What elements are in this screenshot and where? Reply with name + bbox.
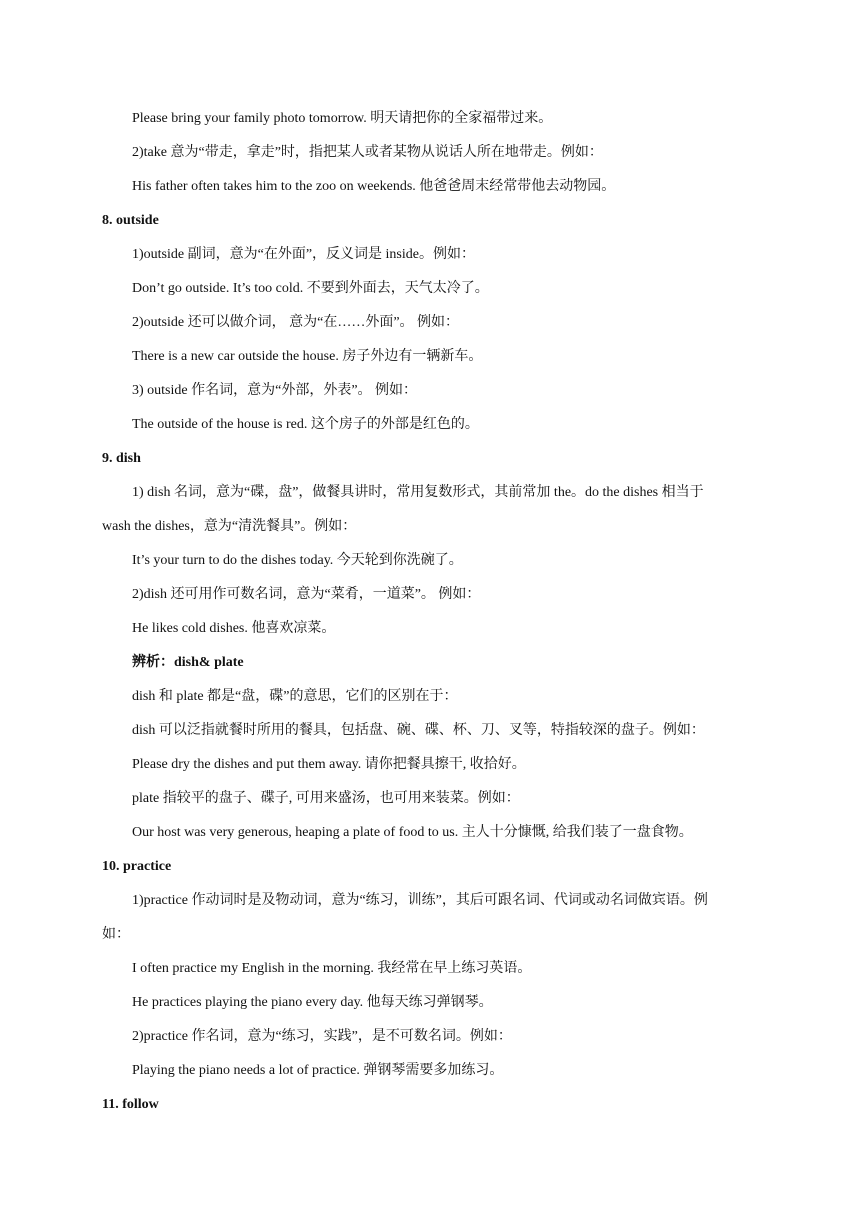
definition-text: 1) dish 名词，意为“碟，盘”，做餐具讲时，常用复数形式，其前常加 the。do the dishes 相当于 (132, 485, 704, 500)
example-sentence: There is a new car outside the house. 房子外边有一辆新车。 (132, 349, 483, 364)
example-sentence: Please dry the dishes and put them away. 请你把餐具擦干, 收拾好。 (132, 757, 526, 772)
example-sentence: Playing the piano needs a lot of practice. 弹钢琴需要多加练习。 (132, 1063, 504, 1078)
example-sentence: He practices playing the piano every day. 他每天练习弹钢琴。 (132, 995, 493, 1010)
definition-text: 2)practice 作名词，意为“练习，实践”，是不可数名词。例如： (132, 1029, 512, 1044)
example-sentence: It’s your turn to do the dishes today. 今天轮到你洗碗了。 (132, 553, 463, 568)
section-heading-outside: 8. outside (102, 213, 159, 228)
section-heading-practice: 10. practice (102, 859, 172, 874)
comparison-heading: 辨析：dish& plate (132, 655, 244, 670)
section-heading-dish: 9. dish (102, 451, 141, 466)
definition-text: 1)practice 作动词时是及物动词，意为“练习，训练”，其后可跟名词、代词或动名词做宾语。例 (132, 893, 708, 908)
definition-text: 2)outside 还可以做介词， 意为“在……外面”。 例如： (132, 315, 460, 330)
definition-text-continued: 如： (102, 927, 130, 942)
definition-text: 2)take 意为“带走，拿走”时，指把某人或者某物从说话人所在地带走。例如： (132, 145, 603, 160)
section-heading-follow: 11. follow (102, 1097, 159, 1112)
example-sentence: He likes cold dishes. 他喜欢凉菜。 (132, 621, 336, 636)
definition-text: 3) outside 作名词，意为“外部，外表”。 例如： (132, 383, 418, 398)
example-sentence: Our host was very generous, heaping a plate of food to us. 主人十分慷慨, 给我们装了一盘食物。 (132, 825, 693, 840)
definition-text: 1)outside 副词，意为“在外面”，反义词是 inside。例如： (132, 247, 475, 262)
definition-text: plate 指较平的盘子、碟子, 可用来盛汤，也可用来装菜。例如： (132, 791, 520, 806)
definition-text: dish 可以泛指就餐时所用的餐具，包括盘、碗、碟、杯、刀、叉等，特指较深的盘子。例如： (132, 723, 705, 738)
example-sentence: His father often takes him to the zoo on weekends. 他爸爸周末经常带他去动物园。 (132, 179, 616, 194)
definition-text: 2)dish 还可用作可数名词，意为“菜肴，一道菜”。 例如： (132, 587, 481, 602)
example-sentence: I often practice my English in the morning. 我经常在早上练习英语。 (132, 961, 532, 976)
example-sentence: Please bring your family photo tomorrow. 明天请把你的全家福带过来。 (132, 111, 553, 126)
example-sentence: Don’t go outside. It’s too cold. 不要到外面去，天气太冷了。 (132, 281, 489, 296)
definition-text-continued: wash the dishes，意为“清洗餐具”。例如： (102, 519, 357, 534)
example-sentence: The outside of the house is red. 这个房子的外部是红色的。 (132, 417, 479, 432)
comparison-text: dish 和 plate 都是“盘，碟”的意思，它们的区别在于： (132, 689, 458, 704)
